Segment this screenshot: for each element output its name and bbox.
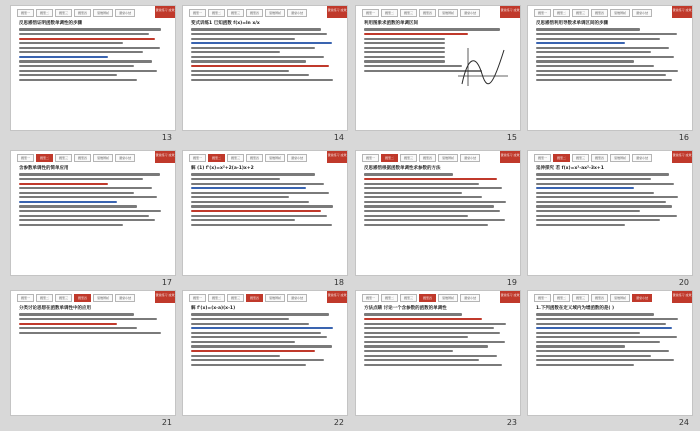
slide-thumbnail[interactable]: [10, 290, 176, 416]
slide-tab-bar: [189, 9, 307, 17]
slide-number: 18: [333, 278, 344, 287]
slide-tab: 题型三: [55, 154, 72, 162]
slide-thumbnail[interactable]: [355, 150, 521, 276]
slide-number-row: [10, 277, 176, 291]
slide-corner-badge: 课堂练习 成效: [500, 291, 520, 303]
slide-thumbnail[interactable]: [182, 5, 348, 131]
text-line: [364, 318, 482, 320]
text-line: [191, 350, 315, 352]
text-line: [191, 79, 333, 81]
text-line: [364, 327, 494, 329]
text-line: [536, 79, 672, 81]
slide-corner-badge: 课堂练习 成效: [327, 151, 347, 163]
slide-tab: 题型二: [36, 154, 53, 162]
text-line: [191, 192, 329, 194]
text-line: [19, 210, 161, 212]
slide-tab: 课堂小结: [287, 154, 307, 162]
text-line: [364, 215, 468, 217]
text-line: [191, 327, 333, 329]
slide-tab: 思维辨析: [438, 154, 458, 162]
slide-tab: 题型一: [17, 9, 34, 17]
slide-tab: 题型四: [246, 9, 263, 17]
text-line: [364, 60, 445, 62]
text-line: [191, 28, 321, 30]
text-line: [191, 336, 327, 338]
slide-content: [536, 165, 684, 261]
slide-tab-bar: [362, 294, 480, 302]
text-line: [191, 323, 309, 325]
text-line: [191, 313, 329, 315]
text-line: [19, 28, 161, 30]
slide-content: [19, 20, 167, 116]
text-line: [364, 205, 494, 207]
text-line: [191, 38, 295, 40]
text-line: [536, 70, 678, 72]
text-line: [19, 332, 161, 334]
slide-tab: 题型一: [362, 154, 379, 162]
slide-tab: 课堂小结: [115, 294, 135, 302]
text-line: [364, 359, 479, 361]
text-line: [536, 205, 672, 207]
text-line: [536, 341, 660, 343]
text-line: [191, 178, 280, 180]
slide-tab: 题型二: [553, 294, 570, 302]
slide-thumbnail[interactable]: [355, 5, 521, 131]
slide-number: 19: [506, 278, 517, 287]
slide-tab: 题型三: [572, 154, 589, 162]
text-line: [19, 42, 123, 44]
slide-tab: 题型二: [553, 9, 570, 17]
slide-corner-badge: 课堂练习 成效: [500, 151, 520, 163]
text-line: [19, 219, 155, 221]
slide-tab-bar: [362, 9, 480, 17]
slide-tab: 题型一: [17, 154, 34, 162]
slide-content: [364, 165, 512, 261]
slide-tab: 课堂小结: [460, 154, 480, 162]
text-line: [19, 178, 143, 180]
text-line: [191, 42, 332, 44]
text-line: [19, 192, 134, 194]
slide-tab: 题型三: [400, 9, 417, 17]
text-line: [364, 38, 445, 40]
text-line: [19, 70, 157, 72]
text-line: [536, 42, 625, 44]
text-line: [536, 350, 669, 352]
text-line: [191, 359, 324, 361]
text-line: [191, 205, 333, 207]
slide-tab: 题型四: [74, 9, 91, 17]
text-line: [191, 219, 295, 221]
text-line: [19, 79, 137, 81]
text-line: [191, 345, 332, 347]
text-line: [364, 364, 502, 366]
slide-title: 含参数单调性的简单应用: [19, 166, 69, 171]
text-line: [536, 33, 677, 35]
slide-number-row: [527, 277, 693, 291]
text-line: [19, 74, 117, 76]
slide-number: 17: [161, 278, 172, 287]
slide-number: 13: [161, 133, 172, 142]
slide-tab: 思维辨析: [265, 294, 285, 302]
slide-tab: 题型二: [381, 9, 398, 17]
text-line: [191, 210, 321, 212]
text-line: [536, 318, 678, 320]
slide-corner-badge: 课堂练习 成效: [155, 6, 175, 18]
text-line: [536, 224, 625, 226]
text-line: [536, 336, 677, 338]
slide-tab: 题型四: [419, 294, 436, 302]
text-line: [191, 51, 280, 53]
text-line: [364, 173, 453, 175]
text-line: [364, 341, 505, 343]
slide-tab: 思维辨析: [610, 154, 630, 162]
slide-tab: 思维辨析: [93, 154, 113, 162]
text-line: [19, 187, 152, 189]
text-line: [191, 56, 324, 58]
slide-number-row: [527, 417, 693, 431]
slide-title: 反思感悟证明函数单调性的步骤: [19, 21, 82, 26]
slide-number: 22: [333, 418, 344, 427]
text-line: [19, 60, 152, 62]
slide-content: [19, 165, 167, 261]
slide-tab: 思维辨析: [610, 9, 630, 17]
text-line: [536, 332, 640, 334]
slide-tab: 题型一: [362, 294, 379, 302]
slide-tab: 题型二: [36, 294, 53, 302]
slide-tab-bar: [534, 294, 652, 302]
slide-tab: 题型二: [381, 154, 398, 162]
text-line: [536, 345, 625, 347]
text-line: [364, 28, 500, 30]
slide-thumbnail[interactable]: [10, 5, 176, 131]
slide-number-row: [182, 132, 348, 146]
slide-tab-bar: [17, 9, 135, 17]
slide-tab: 题型二: [208, 9, 225, 17]
slide-content: [191, 20, 339, 116]
text-line: [191, 355, 280, 357]
slide-tab: 题型四: [74, 154, 91, 162]
text-line: [364, 56, 445, 58]
slide-title: 反思感悟利用导数求单调区间的步骤: [536, 21, 608, 26]
slide-tab: 思维辨析: [93, 294, 113, 302]
text-line: [191, 33, 327, 35]
text-line: [364, 355, 497, 357]
text-line: [536, 173, 669, 175]
text-line: [536, 215, 677, 217]
text-line: [536, 355, 651, 357]
slide-tab: 题型二: [381, 294, 398, 302]
text-line: [364, 47, 445, 49]
slide-content: [19, 305, 167, 401]
slide-tab-bar: [362, 154, 480, 162]
slide-number: 21: [161, 418, 172, 427]
slide-number: 14: [333, 133, 344, 142]
slide-thumbnail[interactable]: [527, 290, 693, 416]
slide-tab-bar: [17, 154, 135, 162]
slide-number-row: [527, 132, 693, 146]
slide-tab-bar: [17, 294, 135, 302]
slide-tab: 思维辨析: [438, 9, 458, 17]
text-line: [536, 359, 674, 361]
text-line: [191, 332, 321, 334]
slide-content: [536, 20, 684, 116]
text-line: [191, 74, 309, 76]
text-line: [191, 196, 289, 198]
text-line: [364, 336, 468, 338]
slide-tab: 题型一: [534, 9, 551, 17]
slide-number-row: [355, 132, 521, 146]
text-line: [364, 345, 488, 347]
slide-tab: 题型四: [419, 9, 436, 17]
text-line: [364, 196, 482, 198]
slide-thumbnail[interactable]: [182, 290, 348, 416]
text-line: [19, 38, 155, 40]
text-line: [536, 178, 651, 180]
slide-tab: 题型一: [189, 154, 206, 162]
slide-tab: 题型一: [17, 294, 34, 302]
text-line: [536, 74, 666, 76]
slide-tab: 题型三: [227, 154, 244, 162]
text-line: [536, 183, 674, 185]
slide-tab-bar: [189, 294, 307, 302]
text-line: [191, 60, 306, 62]
text-line: [364, 187, 502, 189]
slide-tab-bar: [534, 154, 652, 162]
text-line: [364, 332, 500, 334]
text-line: [536, 60, 634, 62]
text-line: [536, 38, 660, 40]
slide-corner-badge: 课堂练习 成效: [327, 6, 347, 18]
slide-number: 15: [506, 133, 517, 142]
slide-tab: 课堂小结: [287, 9, 307, 17]
slide-corner-badge: 课堂练习 成效: [672, 291, 692, 303]
slide-tab: 题型三: [400, 294, 417, 302]
text-line: [364, 42, 445, 44]
text-line: [191, 318, 289, 320]
slide-tab: 题型一: [362, 9, 379, 17]
text-line: [19, 318, 157, 320]
graph-axes: [458, 48, 508, 86]
slide-title: 分类讨论思想在函数单调性中的应用: [19, 306, 91, 311]
text-line: [19, 313, 134, 315]
slide-corner-badge: 课堂练习 成效: [500, 6, 520, 18]
slide-tab: 题型四: [591, 9, 608, 17]
slide-content: [191, 305, 339, 401]
text-line: [19, 224, 123, 226]
slide-content: [536, 305, 684, 401]
text-line: [364, 51, 445, 53]
text-line: [364, 224, 488, 226]
slide-content: [191, 165, 339, 261]
text-line: [364, 201, 506, 203]
slide-corner-badge: 课堂练习 成效: [672, 151, 692, 163]
slide-title: 解 f'(x)=(x-a)(x-1): [191, 306, 236, 311]
slide-number: 16: [678, 133, 689, 142]
slide-tab: 题型三: [227, 294, 244, 302]
text-line: [191, 215, 327, 217]
slide-number-row: [182, 277, 348, 291]
slide-number-row: [355, 417, 521, 431]
slide-title: 解 (1) f'(x)=x²+2(a-1)x+2: [191, 166, 254, 171]
slide-tab: 题型一: [534, 154, 551, 162]
slide-tab: 题型四: [419, 154, 436, 162]
text-line: [536, 327, 672, 329]
text-line: [191, 47, 315, 49]
text-line: [364, 323, 506, 325]
text-line: [19, 65, 134, 67]
slide-title: 利用图象求函数的单调区间: [364, 21, 418, 26]
text-line: [536, 56, 674, 58]
text-line: [191, 173, 315, 175]
slide-tab-bar: [534, 9, 652, 17]
slide-corner-badge: 课堂练习 成效: [155, 291, 175, 303]
slide-corner-badge: 课堂练习 成效: [672, 6, 692, 18]
text-line: [364, 350, 453, 352]
text-line: [191, 65, 329, 67]
slide-thumbnail[interactable]: [10, 150, 176, 276]
text-line: [19, 173, 160, 175]
text-line: [191, 364, 306, 366]
slide-number-row: [355, 277, 521, 291]
slide-number: 20: [678, 278, 689, 287]
text-line: [536, 210, 640, 212]
slide-tab-bar: [189, 154, 307, 162]
slide-tab: 题型四: [74, 294, 91, 302]
slide-number: 23: [506, 418, 517, 427]
slide-tab: 题型四: [591, 154, 608, 162]
function-graph: [454, 46, 510, 88]
slide-title: 方法点睛 讨论一个含参数的函数的单调性: [364, 306, 447, 311]
slide-tab: 课堂小结: [632, 9, 652, 17]
slide-tab: 题型二: [208, 154, 225, 162]
slide-number-row: [10, 132, 176, 146]
slide-title: 延伸探究 若 f(x)=x³-ax²-3x+1: [536, 166, 604, 171]
text-line: [536, 201, 666, 203]
slide-tab: 题型三: [572, 294, 589, 302]
slide-tab: 课堂小结: [115, 9, 135, 17]
slide-tab: 题型四: [246, 154, 263, 162]
slide-corner-badge: 课堂练习 成效: [327, 291, 347, 303]
text-line: [536, 51, 651, 53]
slide-tab: 题型三: [227, 9, 244, 17]
slide-tab: 课堂小结: [632, 294, 652, 302]
slide-number-row: [182, 417, 348, 431]
slide-tab: 课堂小结: [460, 294, 480, 302]
text-line: [19, 323, 117, 325]
slide-thumbnail[interactable]: [527, 150, 693, 276]
text-line: [191, 187, 306, 189]
slide-tab: 题型一: [189, 9, 206, 17]
slide-thumbnail[interactable]: [182, 150, 348, 276]
text-line: [364, 219, 505, 221]
slide-tab: 课堂小结: [287, 294, 307, 302]
text-line: [191, 70, 289, 72]
slide-tab: 思维辨析: [610, 294, 630, 302]
text-line: [536, 364, 634, 366]
text-line: [19, 33, 149, 35]
slide-tab: 题型二: [553, 154, 570, 162]
slide-tab: 题型一: [189, 294, 206, 302]
text-line: [536, 187, 634, 189]
text-line: [19, 201, 117, 203]
slide-tab: 题型四: [246, 294, 263, 302]
slide-tab: 题型二: [36, 9, 53, 17]
text-line: [364, 192, 462, 194]
text-line: [536, 219, 660, 221]
text-line: [191, 201, 309, 203]
text-line: [364, 183, 479, 185]
text-line: [191, 341, 295, 343]
slide-tab: 课堂小结: [632, 154, 652, 162]
text-line: [19, 51, 143, 53]
text-line: [536, 196, 678, 198]
slide-thumbnail[interactable]: [527, 5, 693, 131]
slide-tab: 课堂小结: [460, 9, 480, 17]
text-line: [536, 323, 666, 325]
slide-thumbnail[interactable]: [355, 290, 521, 416]
slide-tab: 题型三: [55, 294, 72, 302]
text-line: [191, 183, 324, 185]
slide-tab: 题型三: [55, 9, 72, 17]
slide-number: 24: [678, 418, 689, 427]
text-line: [536, 313, 654, 315]
slide-tab: 题型四: [591, 294, 608, 302]
slide-tab: 思维辨析: [438, 294, 458, 302]
slide-number-row: [10, 417, 176, 431]
text-line: [536, 192, 654, 194]
text-line: [19, 196, 157, 198]
slide-tab: 思维辨析: [265, 154, 285, 162]
text-line: [364, 178, 497, 180]
slide-tab: 题型一: [534, 294, 551, 302]
slide-tab: 题型二: [208, 294, 225, 302]
text-line: [19, 215, 149, 217]
slide-title: 变式训练1 已知函数 f(x)=ln x/x: [191, 21, 260, 26]
slide-tab: 题型三: [572, 9, 589, 17]
text-line: [19, 47, 160, 49]
text-line: [19, 56, 108, 58]
slide-content: [364, 305, 512, 401]
text-line: [364, 313, 462, 315]
slide-tab: 思维辨析: [265, 9, 285, 17]
text-line: [536, 28, 640, 30]
text-line: [191, 224, 332, 226]
text-line: [364, 210, 500, 212]
text-line: [536, 47, 669, 49]
slide-tab: 题型三: [400, 154, 417, 162]
text-line: [364, 65, 462, 67]
slide-title: 反思感悟根据函数单调性求参数的方法: [364, 166, 441, 171]
slide-corner-badge: 课堂练习 成效: [155, 151, 175, 163]
text-line: [19, 183, 108, 185]
slide-title: 1.下列函数在定义域内为增函数的是( ): [536, 306, 615, 311]
slide-tab: 思维辨析: [93, 9, 113, 17]
text-line: [364, 33, 468, 35]
text-line: [19, 205, 137, 207]
slide-tab: 课堂小结: [115, 154, 135, 162]
text-line: [536, 65, 654, 67]
text-line: [19, 327, 137, 329]
